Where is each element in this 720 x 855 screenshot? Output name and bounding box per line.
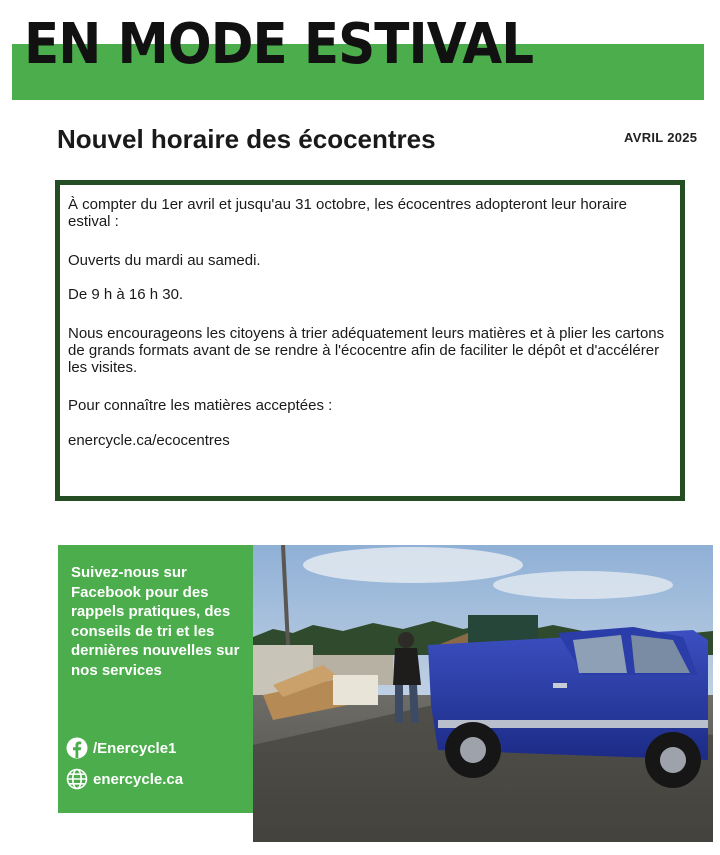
opening-hours: De 9 h à 16 h 30. [68,286,184,303]
facebook-icon [66,737,88,759]
accepted-materials-intro: Pour connaître les matières acceptées : [68,397,333,414]
facebook-link[interactable] [66,737,176,759]
website-url: enercycle.ca [93,770,184,788]
facebook-handle: /Enercycle1 [93,739,177,757]
intro-paragraph: À compter du 1er avril et jusqu'au 31 octobre, les écocentres adopteront leur horaire estival : [68,196,628,230]
issue-date: AVRIL 2025 [624,130,698,145]
globe-icon [66,768,88,790]
article-title: Nouvel horaire des écocentres [57,124,436,154]
ecocentre-photo [253,545,713,842]
banner-title: EN MODE ESTIVAL [24,12,534,77]
opening-days: Ouverts du mardi au samedi. [68,252,261,269]
sorting-advice: Nous encourageons les citoyens à trier adéquatement leurs matières et à plier les cartons de grands formats avant de se rendre à l'écocentre afin de faciliter le dépôt et d'accélérer les visites. [68,325,665,376]
website-link[interactable] [66,768,183,790]
social-panel [58,545,253,813]
social-text: Suivez-nous sur Facebook pour des rappels pratiques, des conseils de tri et les dernières nouvelles sur nos services [71,564,240,679]
schedule-info-box [55,180,685,501]
ecocentres-link[interactable]: enercycle.ca/ecocentres [68,432,230,449]
